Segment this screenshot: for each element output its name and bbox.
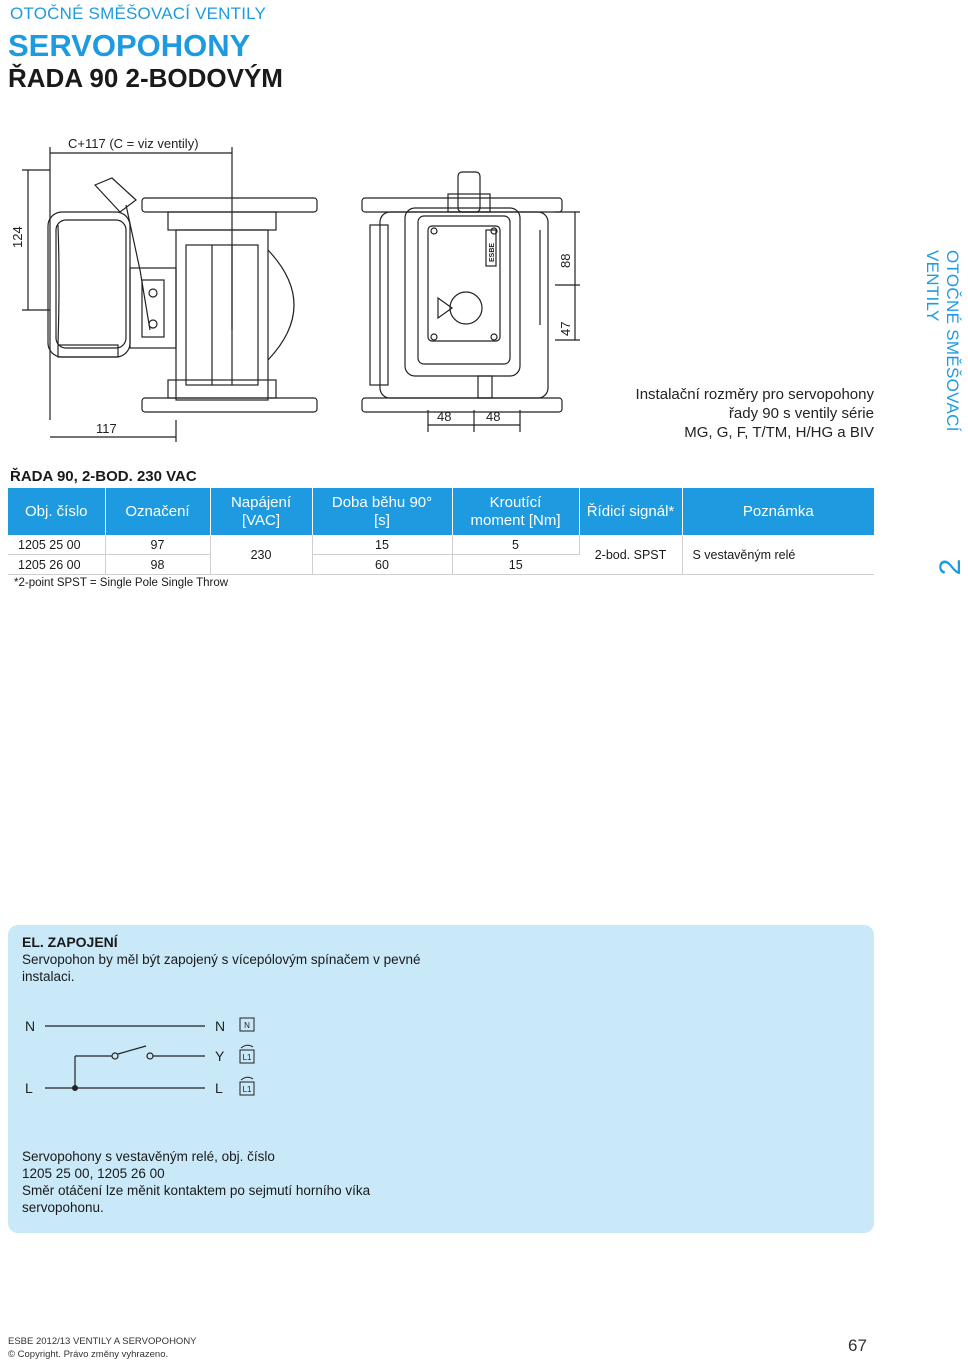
dim-117-label: 117 [96, 421, 117, 436]
wiring-title: EL. ZAPOJENÍ [22, 934, 118, 950]
wire-right-n: N [215, 1018, 226, 1034]
cell-poznamka: S vestavěným relé [682, 535, 874, 575]
dim-124-label: 124 [10, 226, 25, 248]
col-header-poznamka: Poznámka [682, 488, 874, 535]
category-heading: OTOČNÉ SMĚŠOVACÍ VENTILY [10, 4, 267, 23]
cell-obj: 1205 26 00 [8, 555, 105, 575]
table-header-row [8, 488, 874, 535]
cell-moment: 5 [452, 535, 579, 555]
dim-48a-label: 48 [437, 409, 452, 424]
cell-obj: 1205 25 00 [8, 535, 105, 555]
wire-left-l: L [25, 1080, 33, 1096]
dim-48b-label: 48 [486, 409, 501, 424]
footer-line: © Copyright. Právo změny vyhrazeno. [8, 1349, 169, 1360]
spec-table [8, 488, 874, 575]
cell-oznaceni: 97 [105, 535, 210, 555]
side-category-label: OTOČNÉ SMĚŠOVACÍ VENTILY [923, 250, 962, 432]
col-header-napajeni: Napájení [VAC] [210, 488, 312, 535]
installation-note-line: řady 90 s ventily série [728, 405, 874, 422]
dim-88-label: 88 [558, 253, 573, 268]
wiring-intro: Servopohon by měl být zapojený s vícepólovým spínačem v pevné instalaci. [22, 952, 421, 984]
dimension-drawing [0, 130, 600, 440]
table-footnote: *2-point SPST = Single Pole Single Throw [14, 577, 229, 589]
chapter-number: 2 [934, 558, 967, 576]
cell-doba: 60 [312, 555, 452, 575]
footer-text [8, 1335, 197, 1361]
cell-signal: 2-bod. SPST [579, 535, 682, 575]
col-header-signal: Řídicí signál* [579, 488, 682, 535]
wiring-bottom-line: 1205 25 00, 1205 26 00 [22, 1166, 165, 1181]
installation-note [574, 385, 874, 442]
wiring-bottom-line: Směr otáčení lze měnit kontaktem po sejmutí horního víka servopohonu. [22, 1183, 371, 1215]
terminal-y: L1 [242, 1053, 252, 1062]
cell-doba: 15 [312, 535, 452, 555]
col-header-obj: Obj. číslo [8, 488, 105, 535]
dim-top-label: C+117 (C = viz ventily) [68, 136, 199, 151]
page-title: SERVOPOHONY [8, 28, 251, 63]
wire-left-n: N [25, 1018, 36, 1034]
col-header-oznaceni: Označení [105, 488, 210, 535]
table-row [8, 535, 874, 555]
terminal-n: N [244, 1021, 250, 1030]
footer-line: ESBE 2012/13 VENTILY A SERVOPOHONY [8, 1336, 197, 1347]
wiring-bottom-text [22, 1148, 442, 1216]
wiring-diagram [0, 1010, 300, 1110]
cell-napajeni: 230 [210, 535, 312, 575]
wiring-bottom-line: Servopohony s vestavěným relé, obj. číslo [22, 1149, 275, 1164]
installation-note-line: MG, G, F, T/TM, H/HG a BIV [684, 424, 874, 441]
cell-moment: 15 [452, 555, 579, 575]
page-number: 67 [848, 1336, 867, 1355]
col-header-moment: Kroutící moment [Nm] [452, 488, 579, 535]
installation-note-line: Instalační rozměry pro servopohony [635, 386, 874, 403]
cell-oznaceni: 98 [105, 555, 210, 575]
terminal-l: L1 [242, 1085, 252, 1094]
wire-right-l: L [215, 1080, 223, 1096]
table-section-title: ŘADA 90, 2-BOD. 230 VAC [10, 468, 197, 485]
page-subtitle: ŘADA 90 2-BODOVÝM [8, 63, 283, 93]
col-header-doba: Doba běhu 90° [s] [312, 488, 452, 535]
dim-47-label: 47 [558, 321, 573, 336]
wire-right-y: Y [215, 1048, 225, 1064]
actuator-logo: ESBE [489, 242, 496, 262]
